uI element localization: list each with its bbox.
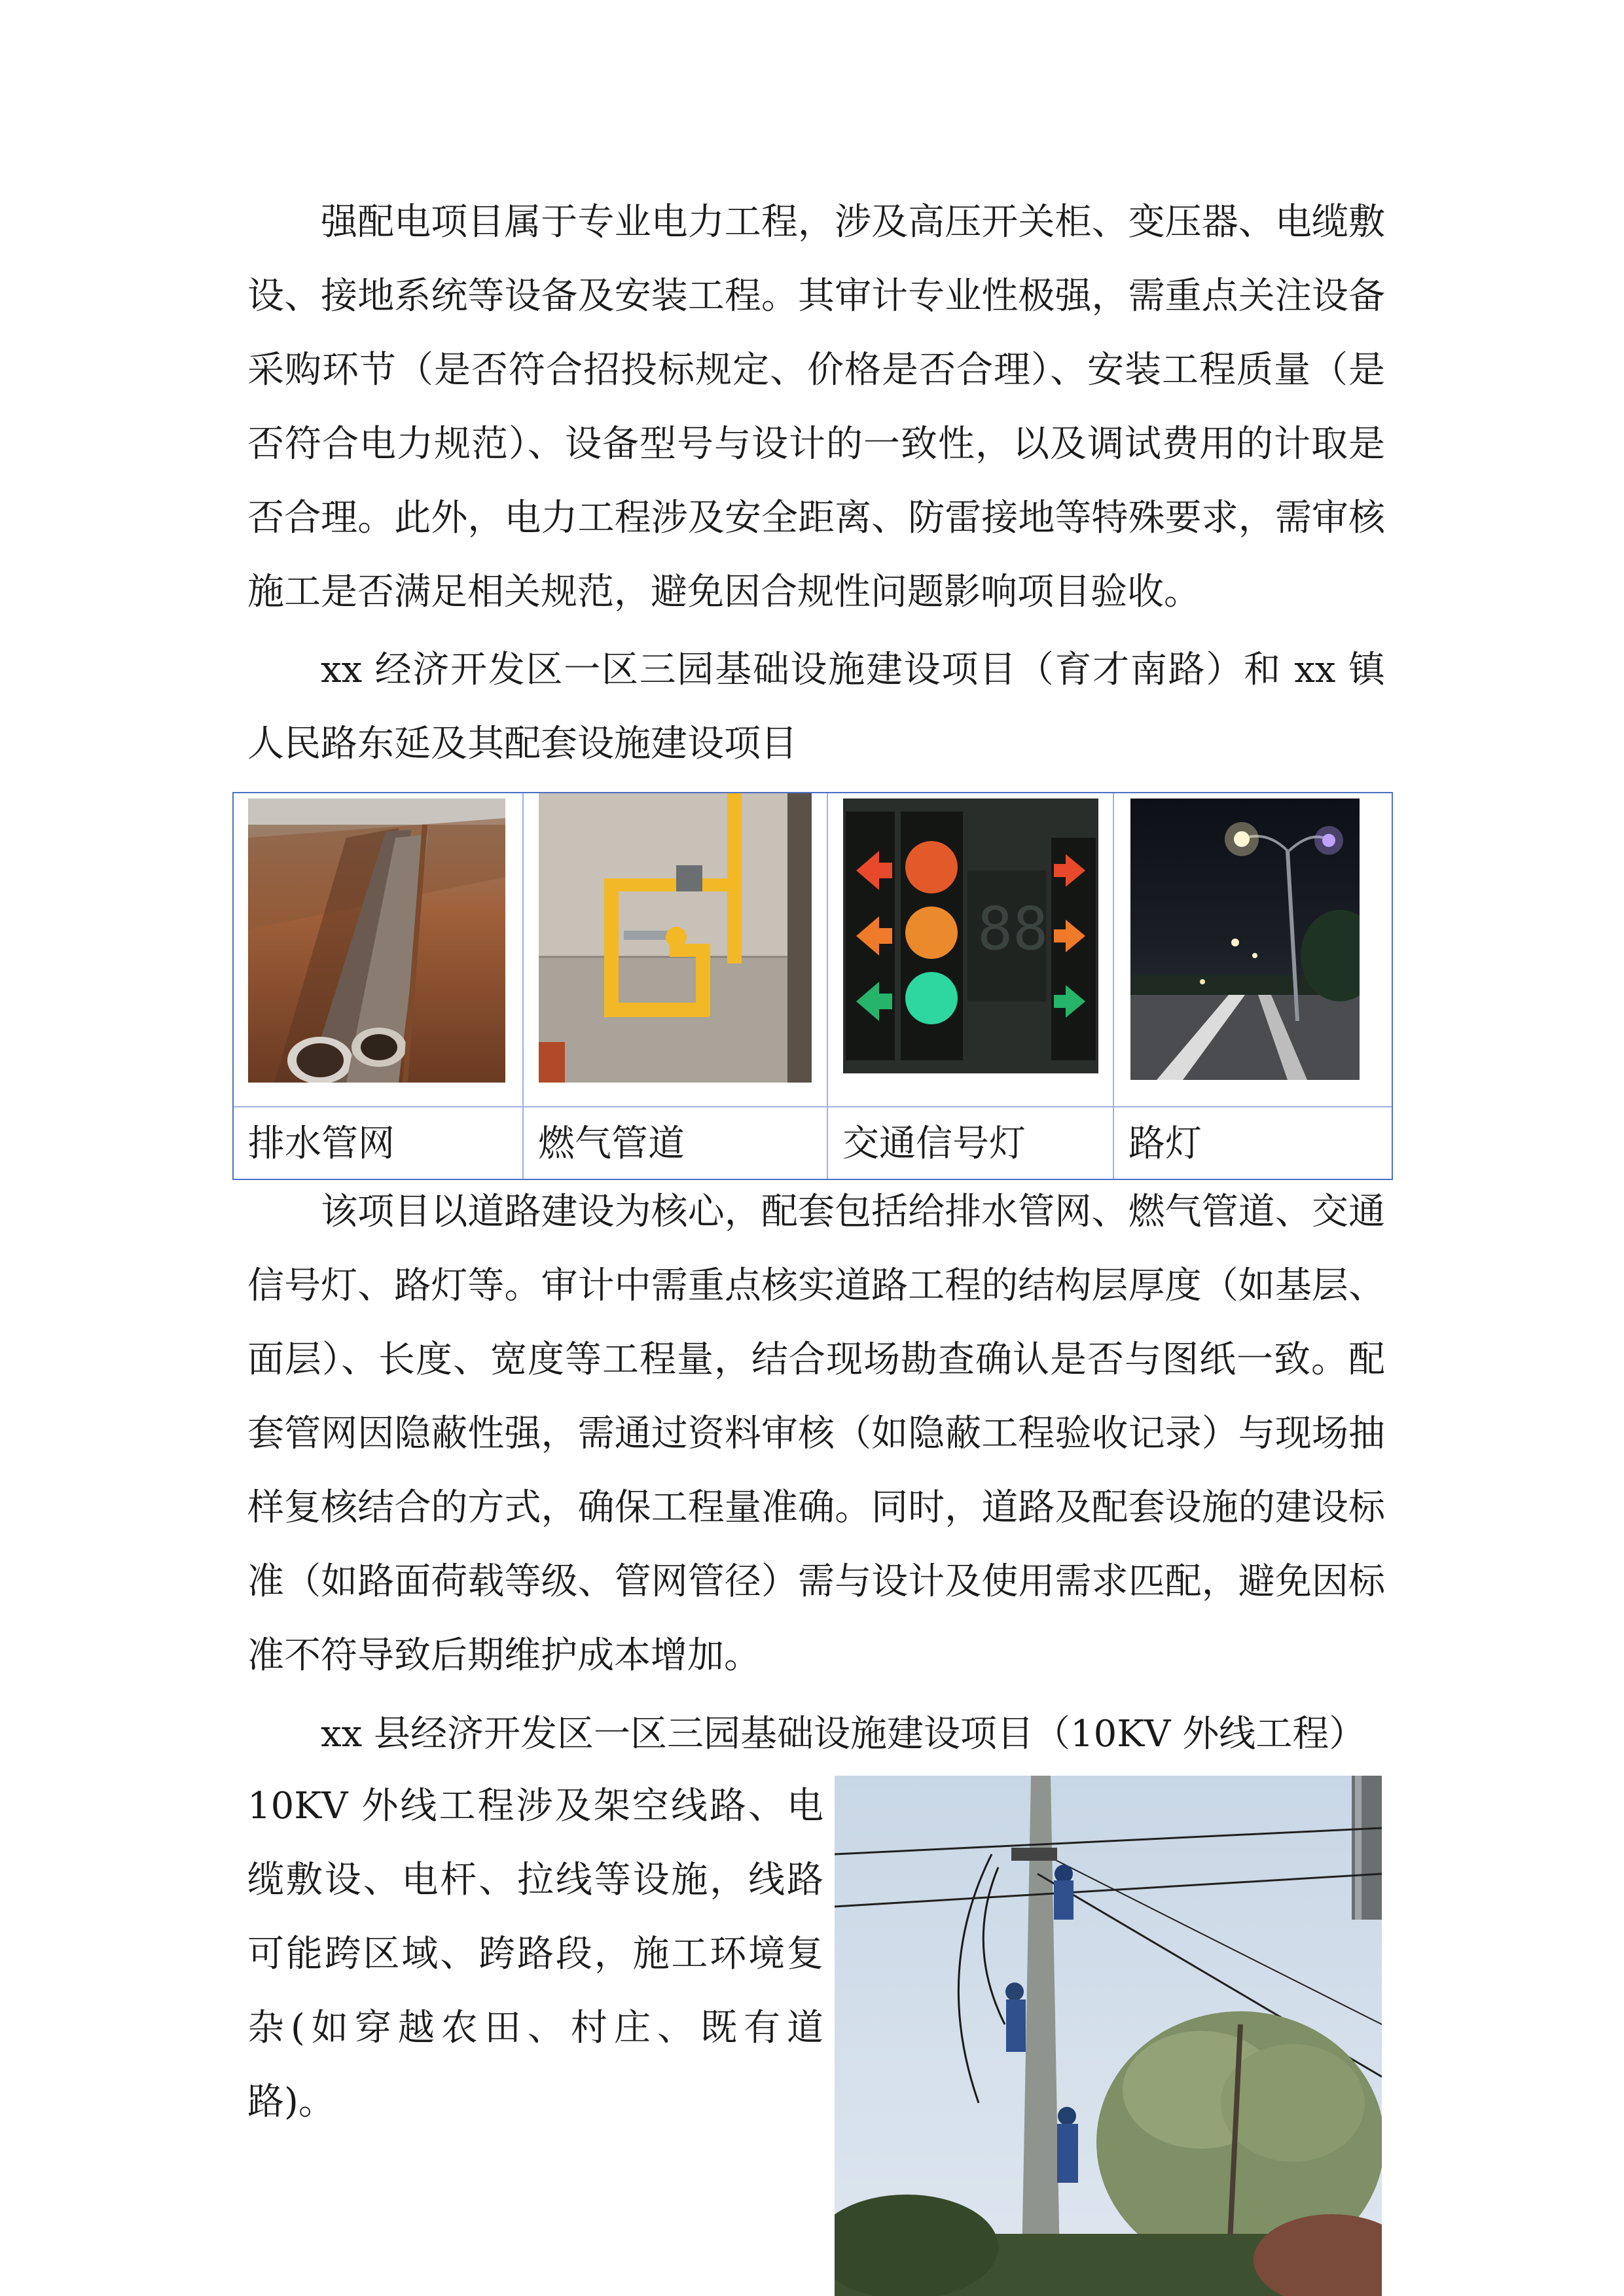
caption-gas-pipe: 燃气管道: [538, 1122, 685, 1165]
drainage-pipe-photo: [248, 798, 505, 1083]
paragraph-project-title-10kv: xx 县经济开发区一区三园基础设施建设项目（10KV 外线工程）: [321, 1713, 1366, 1755]
caption-traffic-light: 交通信号灯: [842, 1122, 1026, 1165]
caption-drainage: 排水管网: [248, 1122, 395, 1165]
traffic-light-photo: [843, 798, 1098, 1073]
paragraph-project-title-road: xx 经济开发区一区三园基础设施建设项目（育才南路）和 xx 镇人民路东延及其配套设施建设项目: [247, 649, 1385, 765]
paragraph-road-audit: 该项目以道路建设为核心，配套包括给排水管网、燃气管道、交通信号灯、路灯等。审计中需重点核实道路工程的结构层厚度（如基层、面层）、长度、宽度等工程量，结合现场勘查确认是否与图纸一致。配套管网因隐蔽性强，需通过资料审核（如隐蔽工程验收记录）与现场抽样复核结合的方式，确保工程量准确。同时，道路及配套设施的建设标准（如路面荷载等级、管网管径）需与设计及使用需求匹配，避免因标准不符导致后期维护成本增加。: [247, 1191, 1385, 1677]
caption-street-light: 路灯: [1128, 1122, 1202, 1165]
gas-pipe-photo: [539, 793, 812, 1083]
svg-text:88: 88: [977, 895, 1049, 963]
paragraph-10kv-description: 10KV 外线工程涉及架空线路、电缆敷设、电杆、拉线等设施，线路可能跨区域、跨路段，施工环境复杂(如穿越农田、村庄、既有道路)。: [247, 1785, 823, 2123]
paragraph-power-engineering: 强配电项目属于专业电力工程，涉及高压开关柜、变压器、电缆敷设、接地系统等设备及安装工程。其审计专业性极强，需重点关注设备采购环节（是否符合招投标规定、价格是否合理）、安装工程质量（是否符合电力规范）、设备型号与设计的一致性，以及调试费用的计取是否合理。此外，电力工程涉及安全距离、防雷接地等特殊要求，需审核施工是否满足相关规范，避免因合规性问题影响项目验收。: [247, 201, 1385, 613]
image-table: [232, 792, 1393, 1180]
street-light-photo: [1130, 798, 1360, 1080]
power-line-workers-photo: [835, 1776, 1382, 2296]
